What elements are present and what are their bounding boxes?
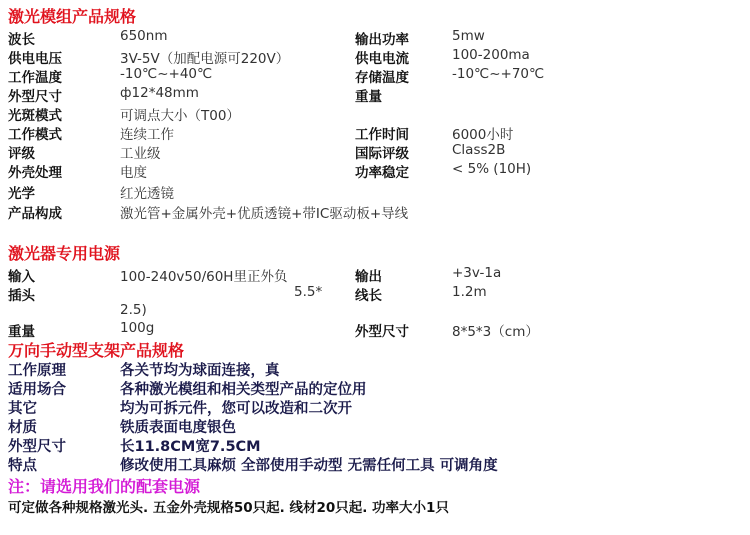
spec-label: 材质 <box>8 420 37 436</box>
spec-value: 铁质表面电度银色 <box>120 420 236 436</box>
spec-label: 外型尺寸 <box>355 324 409 340</box>
spec-value: 各种激光模组和相关类型产品的定位用 <box>120 382 367 398</box>
spec-label: 工作温度 <box>8 70 62 86</box>
spec-value: 100g <box>120 320 155 336</box>
spec-value: 连续工作 <box>120 127 174 143</box>
spec-value: 均为可拆元件，您可以改造和二次开 <box>120 401 352 417</box>
spec-value: 100-240v50/60H里正外负 <box>120 269 288 285</box>
spec-label: 外型尺寸 <box>8 439 66 455</box>
spec-label: 光学 <box>8 186 35 202</box>
spec-value: 工业级 <box>120 146 161 162</box>
spec-label: 外壳处理 <box>8 165 62 181</box>
section-title-stand: 万向手动型支架产品规格 <box>8 341 185 360</box>
spec-label: 输入 <box>8 269 35 285</box>
spec-label: 重量 <box>8 324 35 340</box>
spec-label: 工作原理 <box>8 363 66 379</box>
spec-label: 国际评级 <box>355 146 409 162</box>
spec-value: 各关节均为球面连接，真 <box>120 363 280 379</box>
spec-value: Class2B <box>452 142 506 158</box>
custom-order-footer: 可定做各种规格激光头. 五金外壳规格50只起. 线材20只起. 功率大小1只 <box>8 500 449 516</box>
spec-label: 波长 <box>8 32 35 48</box>
spec-value: 电度 <box>120 165 147 181</box>
spec-label: 产品构成 <box>8 206 62 222</box>
power-supply-note: 注：请选用我们的配套电源 <box>8 477 201 496</box>
spec-label: 存储温度 <box>355 70 409 86</box>
spec-label: 特点 <box>8 458 37 474</box>
spec-label: 工作时间 <box>355 127 409 143</box>
spec-value: 6000小时 <box>452 127 514 143</box>
spec-value: 可调点大小（T00） <box>120 108 240 124</box>
spec-value: 修改使用工具麻烦 全部使用手动型 无需任何工具 可调角度 <box>120 458 498 474</box>
spec-value: 3V-5V（加配电源可220V） <box>120 51 290 67</box>
spec-value: 长11.8CM宽7.5CM <box>120 439 261 455</box>
spec-value: 5.5* <box>294 284 323 300</box>
spec-value: < 5% (10H) <box>452 161 532 177</box>
spec-label: 功率稳定 <box>355 165 409 181</box>
section-title-laser-module: 激光模组产品规格 <box>8 7 137 26</box>
spec-value: 2.5) <box>120 302 147 318</box>
spec-label: 线长 <box>355 288 382 304</box>
spec-label: 外型尺寸 <box>8 89 62 105</box>
spec-label: 工作模式 <box>8 127 62 143</box>
spec-label: 其它 <box>8 401 37 417</box>
spec-label: 评级 <box>8 146 35 162</box>
spec-label: 适用场合 <box>8 382 66 398</box>
section-title-power-supply: 激光器专用电源 <box>8 244 121 263</box>
spec-value: ф12*48mm <box>120 85 199 101</box>
spec-label: 重量 <box>355 89 382 105</box>
spec-value: 650nm <box>120 28 168 44</box>
spec-label: 输出 <box>355 269 382 285</box>
spec-label: 光斑模式 <box>8 108 62 124</box>
spec-value: +3v-1a <box>452 265 502 281</box>
spec-value: -10℃~+70℃ <box>452 66 545 82</box>
spec-label: 插头 <box>8 288 35 304</box>
spec-value: 激光管+金属外壳+优质透镜+带IC驱动板+导线 <box>120 206 409 222</box>
spec-value: -10℃~+40℃ <box>120 66 213 82</box>
spec-label: 供电电流 <box>355 51 409 67</box>
spec-label: 供电电压 <box>8 51 62 67</box>
spec-value: 红光透镜 <box>120 186 174 202</box>
spec-value: 1.2m <box>452 284 487 300</box>
spec-value: 5mw <box>452 28 485 44</box>
spec-value: 100-200ma <box>452 47 530 63</box>
spec-label: 输出功率 <box>355 32 409 48</box>
spec-value: 8*5*3（cm） <box>452 324 539 340</box>
